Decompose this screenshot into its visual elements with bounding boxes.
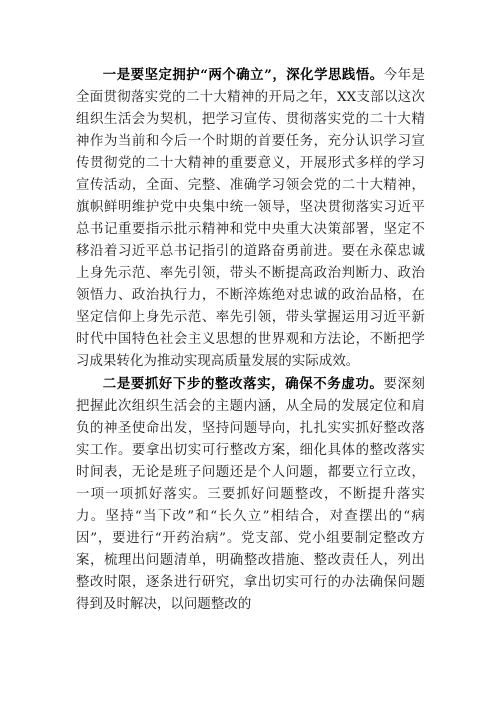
document-body [76,64,425,616]
paragraph-1 [76,64,425,373]
paragraph-2-text: 要深刻把握此次组织生活会的主题内涵，从全局的发展定位和肩负的神圣使命出发，坚持问题导向，扎扎实实抓好整改落实工作。要拿出切实可行整改方案，细化具体的整改落实时间表，无论是班子问题还是个人问题，都要立行立改，一项一项抓好落实。三要抓好问题整改，不断提升落实力。坚持“当下改”和“长久立”相结合，对查摆出的“病因”，要进行“开药治病”。党支部、党小组要制定整改方案，梳理出问题清单，明确整改措施、整改责任人，列出整改时限，逐条进行研究，拿出切实可行的办法确保问题得到及时解决，以问题整改的 [76,377,425,612]
paragraph-1-heading: 一是要坚定拥护“两个确立”，深化学思践悟。 [102,67,384,83]
paragraph-2-heading: 二是要抓好下步的整改落实，确保不务虚功。 [102,376,384,392]
paragraph-2 [76,373,425,616]
paragraph-1-text: 今年是全面贯彻落实党的二十大精神的开局之年，XX支部以这次组织生活会为契机，把学习宣传、贯彻落实党的二十大精神作为当前和今后一个时期的首要任务，充分认识学习宣传贯彻党的二十大精神的重要意义，开展形式多样的学习宣传活动，全面、完整、准确学习领会党的二十大精神，旗帜鲜明维护党中央集中统一领导，坚决贯彻落实习近平总书记重要指示批示精神和党中央重大决策部署，坚定不移沿着习近平总书记指引的道路奋勇前进。要在永葆忠诚上身先示范、率先引领，带头不断提高政治判断力、政治领悟力、政治执行力，不断淬炼绝对忠诚的政治品格，在坚定信仰上身先示范、率先引领，带头掌握运用习近平新时代中国特色社会主义思想的世界观和方法论，不断把学习成果转化为推动实现高质量发展的实际成效。 [76,68,425,369]
